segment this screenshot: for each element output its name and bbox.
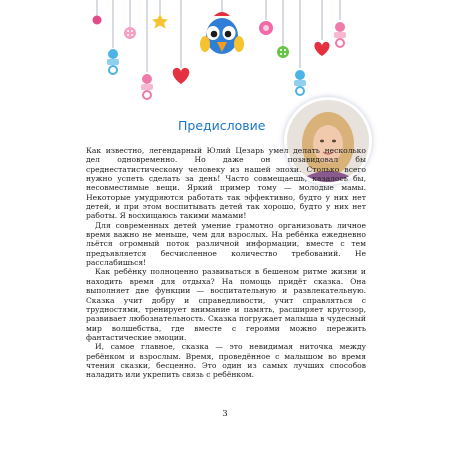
pacifier-icon (294, 70, 306, 95)
pacifier-icon (334, 22, 346, 47)
pacifier-icon (107, 49, 119, 74)
heart-icon (173, 68, 190, 84)
heart-icon (314, 42, 329, 56)
button-icon (124, 27, 136, 39)
paragraph: Для современных детей умение грамотно организовать личное время важно не меньше, чем для взрослых. На ребёнка ежедневно льётся огромный поток различной информации, вместе с тем предъявляется бесчисленное количество требований. Не расслабишься! (86, 220, 366, 268)
pacifier-icon (141, 74, 153, 99)
pink-ball-icon (93, 16, 102, 25)
page-number: 3 (222, 409, 228, 419)
paragraph: И, самое главное, сказка — это невидимая ниточка между ребёнком и взрослым. Время, проведённое с малышом во время чтения сказки, бесценно. Это один из самых лучших способов наладить или укрепить связь с ребёнком. (86, 342, 366, 380)
rattle-icon (259, 21, 273, 35)
paragraph: Как известно, легендарный Юлий Цезарь умел делать несколько дел одновременно. Но даже он позавидовал бы среднестатистическому человеку из нашей эпохи. Столько всего нужно успеть сделать за день! Часто совмещаешь, казалось бы, несовместимые вещи. Яркий пример тому — молодые мамы. Некоторые умудряются работать так эффективно, будто у них нет детей, и при этом воспитывать детей так хорошо, будто у них нет работы. Я восхищаюсь такими мамами! (86, 146, 366, 221)
page-heading: Предисловие (178, 118, 266, 133)
button-icon (277, 46, 289, 58)
bird-toy-icon (200, 12, 244, 54)
star-icon (152, 14, 168, 29)
paragraph: Как ребёнку полноценно развиваться в бешеном ритме жизни и находить время для отдыха? На помощь придёт сказка. Она выполняет две функции — воспитательную и развлекательную. Сказка учит добру и справедливости, учит справляться с трудностями, тренирует внимание и память, расширяет кругозор, развивает любознательность. Сказка погружает малыша в чудесный мир волшебства, где вместе с героями можно пережить фантастические эмоции. (86, 267, 366, 342)
hanging-toys-decoration (0, 0, 450, 110)
body-text (86, 146, 366, 380)
